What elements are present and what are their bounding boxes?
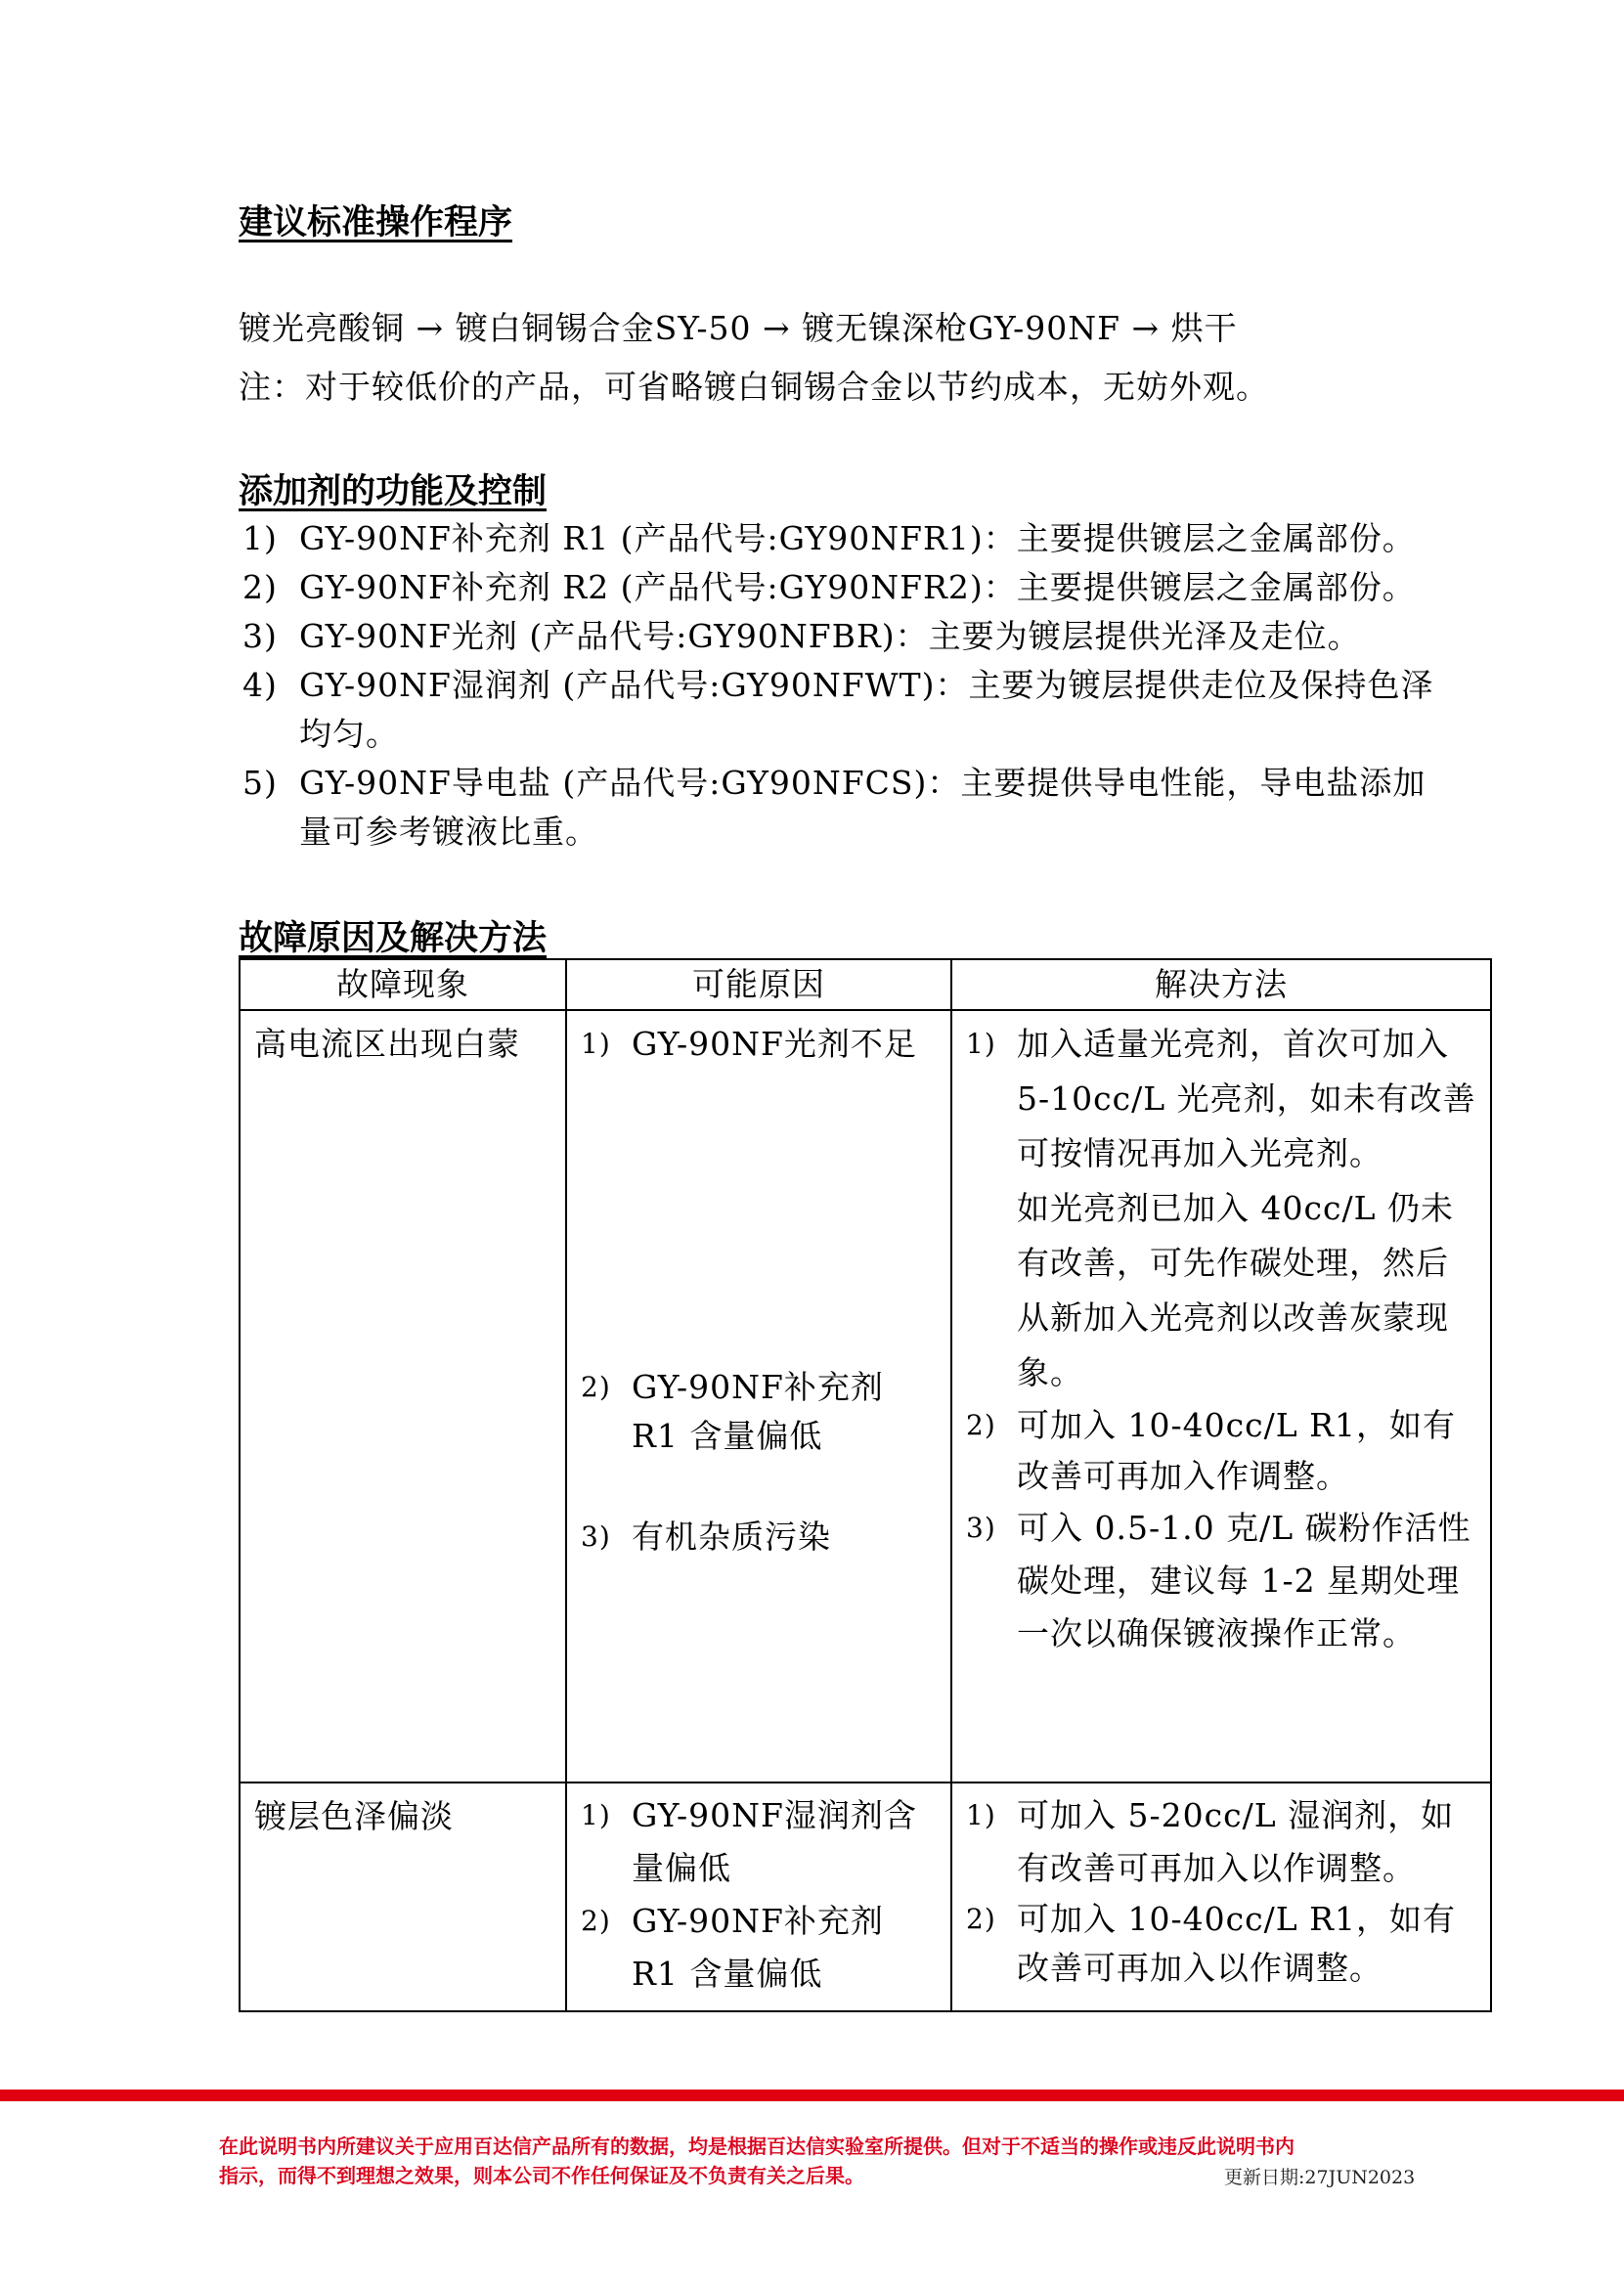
solution-item: 如光亮剂已加入 40cc/L 仍未有改善，可先作碳处理，然后从新加入光亮剂以改善灰蒙现象。 <box>1017 1189 1454 1391</box>
solution-item: 2) 可加入 10-40cc/L R1，如有改善可再加入作调整。 <box>966 1406 1456 1495</box>
column-header-symptom: 故障现象 <box>240 959 566 1010</box>
solution-item: 1) 加入适量光亮剂，首次可加入 5-10cc/L 光亮剂，如未有改善可按情况再加入光亮剂。 <box>966 1025 1476 1172</box>
table-row <box>240 1783 1491 2011</box>
column-header-solution: 解决方法 <box>951 959 1491 1010</box>
cause-item: 2) GY-90NF补充剂 R1 含量偏低 <box>581 1902 884 1993</box>
additive-item: 3) GY-90NF光剂 (产品代号:GY90NFBR)：主要为镀层提供光泽及走位。 <box>242 617 1361 655</box>
troubleshooting-heading: 故障原因及解决方法 <box>239 918 548 958</box>
additive-item: 5) GY-90NF导电盐 (产品代号:GY90NFCS)：主要提供导电性能，导电盐添加量可参考镀液比重。 <box>242 764 1426 851</box>
troubleshooting-table <box>239 958 1492 2012</box>
cause-item: 1) GY-90NF光剂不足 <box>581 1025 917 1063</box>
cause-item: 2) GY-90NF补充剂 R1 含量偏低 <box>581 1368 884 1455</box>
procedure-heading: 建议标准操作程序 <box>239 202 513 242</box>
symptom-text: 镀层色泽偏淡 <box>254 1797 454 1835</box>
additive-item: 1) GY-90NF补充剂 R1 (产品代号:GY90NFR1)：主要提供镀层之金属部份。 <box>242 519 1416 557</box>
cause-item: 3) 有机杂质污染 <box>581 1518 831 1556</box>
column-header-cause: 可能原因 <box>566 959 951 1010</box>
cause-cell <box>566 1783 951 2011</box>
solution-item: 1) 可加入 5-20cc/L 湿润剂，如有改善可再加入以作调整。 <box>966 1796 1455 1887</box>
symptom-text: 高电流区出现白蒙 <box>254 1025 520 1063</box>
symptom-cell <box>240 1010 566 1783</box>
additives-list <box>239 514 1490 857</box>
disclaimer-line-1: 在此说明书内所建议关于应用百达信产品所有的数据，均是根据百达信实验室所提供。但对于不适当的操作或违反此说明书内 <box>219 2135 1295 2158</box>
table-row <box>240 1010 1491 1783</box>
footer-divider <box>0 2090 1624 2101</box>
additive-item: 2) GY-90NF补充剂 R2 (产品代号:GY90NFR2)：主要提供镀层之金属部份。 <box>242 568 1416 606</box>
cause-cell <box>566 1010 951 1783</box>
table-header-row <box>240 959 1491 1010</box>
procedure-flow: 镀光亮酸铜 → 镀白铜锡合金SY-50 → 镀无镍深枪GY-90NF → 烘干 <box>239 309 1238 347</box>
additive-item: 4) GY-90NF湿润剂 (产品代号:GY90NFWT)：主要为镀层提供走位及保持色泽均匀。 <box>242 666 1434 753</box>
disclaimer-line-2: 指示，而得不到理想之效果，则本公司不作任何保证及不负责有关之后果。 <box>219 2164 864 2187</box>
cause-item: 1) GY-90NF湿润剂含量偏低 <box>581 1796 917 1887</box>
solution-item: 2) 可加入 10-40cc/L R1，如有改善可再加入以作调整。 <box>966 1900 1456 1987</box>
symptom-cell <box>240 1783 566 2011</box>
solution-cell <box>951 1783 1491 2011</box>
updated-date: 更新日期:27JUN2023 <box>1224 2167 1416 2188</box>
solution-cell <box>951 1010 1491 1783</box>
procedure-note: 注：对于较低价的产品，可省略镀白铜锡合金以节约成本，无妨外观。 <box>239 368 1269 406</box>
solution-item: 3) 可入 0.5-1.0 克/L 碳粉作活性碳处理，建议每 1-2 星期处理一次以确保镀液操作正常。 <box>966 1509 1471 1652</box>
additives-heading: 添加剂的功能及控制 <box>239 471 548 511</box>
